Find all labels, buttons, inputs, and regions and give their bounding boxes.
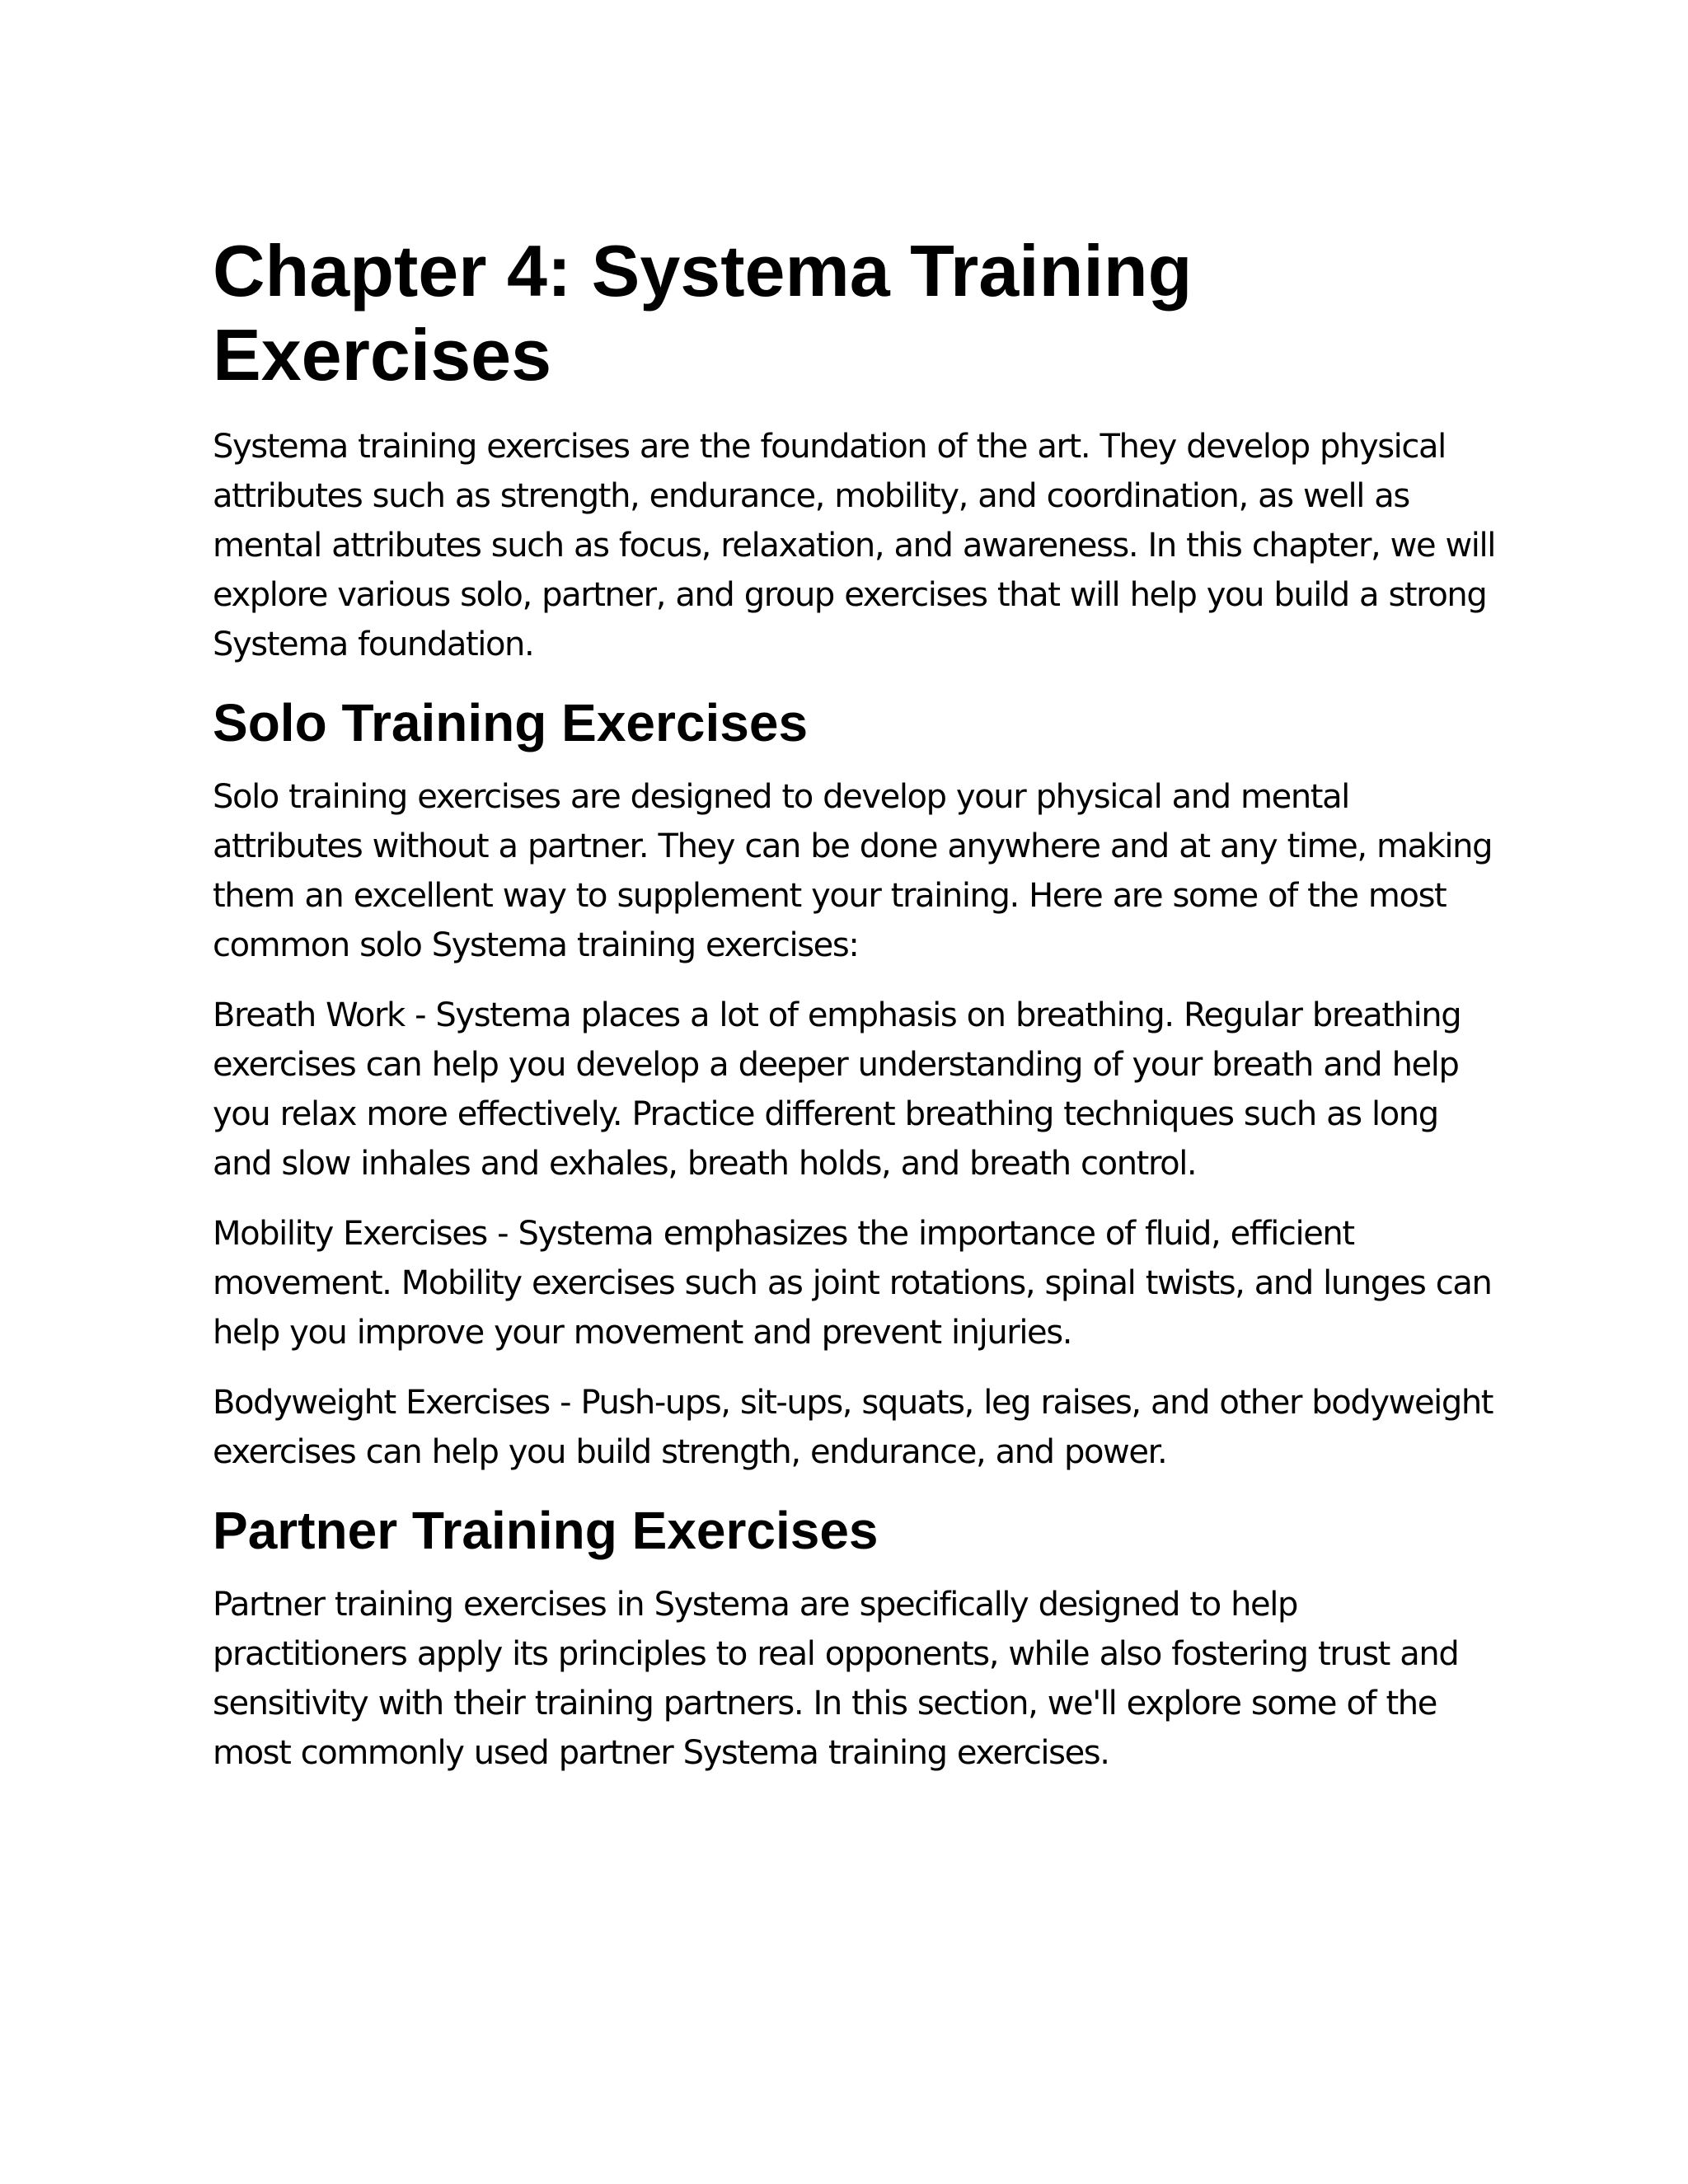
breath-work-paragraph: Breath Work - Systema places a lot of emphasis on breathing. Regular breathing exercises can help you develop a deeper understanding of your breath and help you relax more effectively. Practice different breathing techniques such as long and slow inhales and exhales, breath holds, and breath control. (213, 996, 1461, 1183)
partner-intro-paragraph: Partner training exercises in Systema are specifically designed to help practitioners apply its principles to real opponents, while also fostering trust and sensitivity with their training partners. In this section, we'll explore some of the most commonly used partner Systema training exercises. (213, 1586, 1459, 1772)
page-content (213, 229, 1498, 1798)
chapter-intro-paragraph: Systema training exercises are the foundation of the art. They develop physical attributes such as strength, endurance, mobility, and coordination, as well as mental attributes such as focus, relaxation, and awareness. In this chapter, we will explore various solo, partner, and group exercises that will help you build a strong Systema foundation. (213, 428, 1495, 663)
solo-intro-paragraph: Solo training exercises are designed to develop your physical and mental attributes without a partner. They can be done anywhere and at any time, making them an excellent way to supplement your training. Here are some of the most common solo Systema training exercises: (213, 778, 1493, 964)
mobility-exercises-paragraph: Mobility Exercises - Systema emphasizes the importance of fluid, efficient movement. Mobility exercises such as joint rotations, spinal twists, and lunges can help you improve your movement and prevent injuries. (213, 1215, 1492, 1352)
solo-section-heading: Solo Training Exercises (213, 693, 809, 752)
bodyweight-exercises-paragraph: Bodyweight Exercises - Push-ups, sit-ups, squats, leg raises, and other bodyweight exercises can help you build strength, endurance, and power. (213, 1384, 1493, 1471)
chapter-title: Chapter 4: Systema Training Exercises (213, 230, 1193, 396)
partner-section-heading: Partner Training Exercises (213, 1501, 879, 1560)
